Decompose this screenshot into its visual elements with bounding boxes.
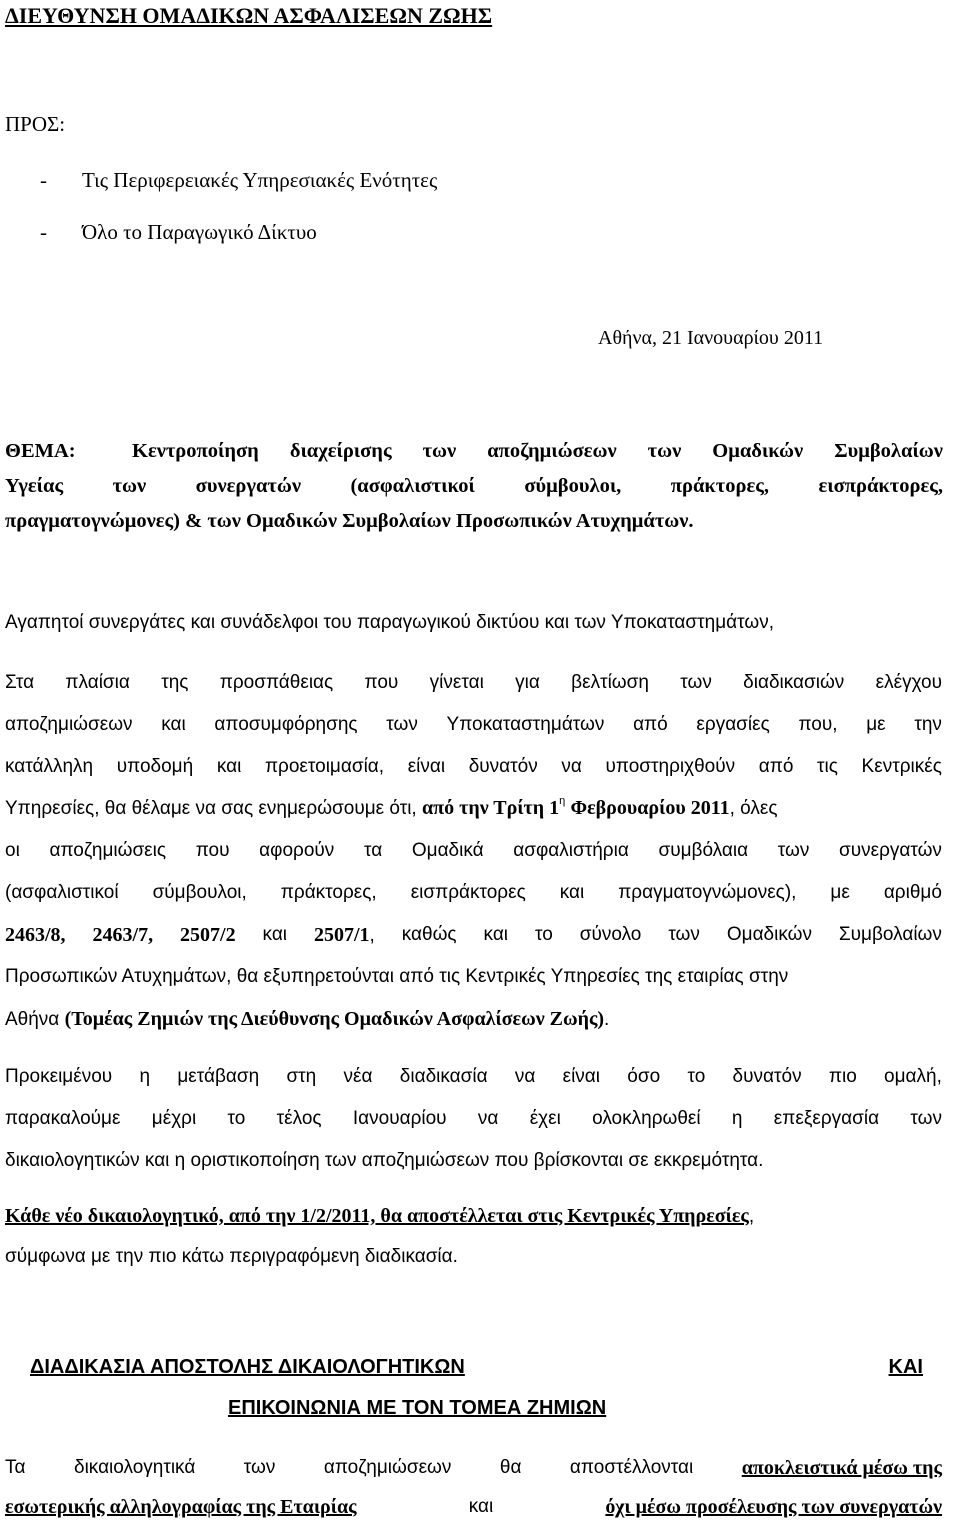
para2-line-1: Προκειμένου η μετάβαση στη νέα διαδικασία να είναι όσο το δυνατόν πιο ομαλή, [5, 1066, 942, 1087]
subject-line-1: Κεντροποίηση διαχείρισης των αποζημιώσεων των Ομαδικών Συμβολαίων [132, 440, 943, 462]
para1-line-3: κατάλληλη υποδομή και προετοιμασία, είναι δυνατόν να υποστηριχθούν από τις Κεντρικές [5, 756, 942, 777]
procedure-title-line-1: ΔΙΑΔΙΚΑΣΙΑ ΑΠΟΣΤΟΛΗΣ ΔΙΚΑΙΟΛΟΓΗΤΙΚΩΝ ΚΑΙ [30, 1356, 923, 1378]
para2-line-2: παρακαλούμε μέχρι το τέλος Ιανουαρίου να έχει ολοκληρωθεί η επεξεργασία των [5, 1108, 942, 1129]
subject-line-2: Υγείας των συνεργατών (ασφαλιστικοί σύμβουλοι, πράκτορες, εισπράκτορες, [5, 475, 943, 497]
subject-line-3: πραγματογνώμονες) & των Ομαδικών Συμβολαίων Προσωπικών Ατυχημάτων. [5, 510, 694, 532]
para1-line-8: Προσωπικών Ατυχημάτων, θα εξυπηρετούνται από τις Κεντρικές Υπηρεσίες της εταιρίας στην [5, 966, 789, 987]
bullet-dash: - [40, 220, 47, 244]
para3-line-2: σύμφωνα με την πιο κάτω περιγραφόμενη διαδικασία. [5, 1246, 458, 1267]
para1-line-1: Στα πλαίσια της προσπάθειας που γίνεται για βελτίωση των διαδικασιών ελέγχου [5, 672, 942, 693]
para1-line-9: Αθήνα (Τομέας Ζημιών της Διεύθυνσης Ομαδικών Ασφαλίσεων Ζωής). [5, 1008, 610, 1030]
letter-date: Αθήνα, 21 Ιανουαρίου 2011 [598, 327, 824, 349]
recipients-label: ΠΡΟΣ: [5, 112, 66, 136]
para1-line-4: Υπηρεσίες, θα θέλαμε να σας ενημερώσουμε ότι, από την Τρίτη $1^\eta$ Φεβρουαρίου 2011, όλες [5, 795, 778, 819]
recipient-text: Τις Περιφερειακές Υπηρεσιακές Ενότητες [82, 168, 438, 192]
para3-line-1: Κάθε νέο δικαιολογητικό, από την 1/2/2011, θα αποστέλλεται στις Κεντρικές Υπηρεσίες, [5, 1205, 755, 1227]
para1-line-6: (ασφαλιστικοί σύμβουλοι, πράκτορες, εισπράκτορες και πραγματογνώμονες), με αριθμό [5, 882, 942, 903]
bullet-dash: - [40, 168, 47, 192]
recipient-item [40, 220, 317, 245]
para1-line-7: 2463/8, 2463/7, 2507/2 και 2507/1, καθώς και το σύνολο των Ομαδικών Συμβολαίων [5, 924, 942, 946]
greeting: Αγαπητοί συνεργάτες και συνάδελφοι του παραγωγικού δικτύου και των Υποκαταστημάτων, [5, 612, 774, 633]
procedure-title-line-2: ΕΠΙΚΟΙΝΩΝΙΑ ΜΕ ΤΟΝ ΤΟΜΕΑ ΖΗΜΙΩΝ [228, 1397, 607, 1419]
subject-label: ΘΕΜΑ: [5, 440, 76, 462]
para1-line-2: αποζημιώσεων και αποσυμφόρησης των Υποκαταστημάτων από εργασίες που, με την [5, 714, 942, 735]
department-heading: ΔΙΕΥΘΥΝΣΗ ΟΜΑΔΙΚΩΝ ΑΣΦΑΛΙΣΕΩΝ ΖΩΗΣ [5, 3, 493, 28]
para4-line-1: Τα δικαιολογητικά των αποζημιώσεων θα αποστέλλονται αποκλειστικά μέσω της [5, 1457, 942, 1479]
recipient-item [40, 168, 437, 193]
para4-line-2: εσωτερικής αλληλογραφίας της Εταιρίας και όχι μέσω προσέλευσης των συνεργατών [5, 1496, 942, 1518]
para1-line-5: οι αποζημιώσεις που αφορούν τα Ομαδικά ασφαλιστήρια συμβόλαια των συνεργατών [5, 840, 942, 861]
para2-line-3: δικαιολογητικών και η οριστικοποίηση των αποζημιώσεων που βρίσκονται σε εκκρεμότητα. [5, 1150, 764, 1171]
recipient-text: Όλο το Παραγωγικό Δίκτυο [82, 220, 317, 244]
